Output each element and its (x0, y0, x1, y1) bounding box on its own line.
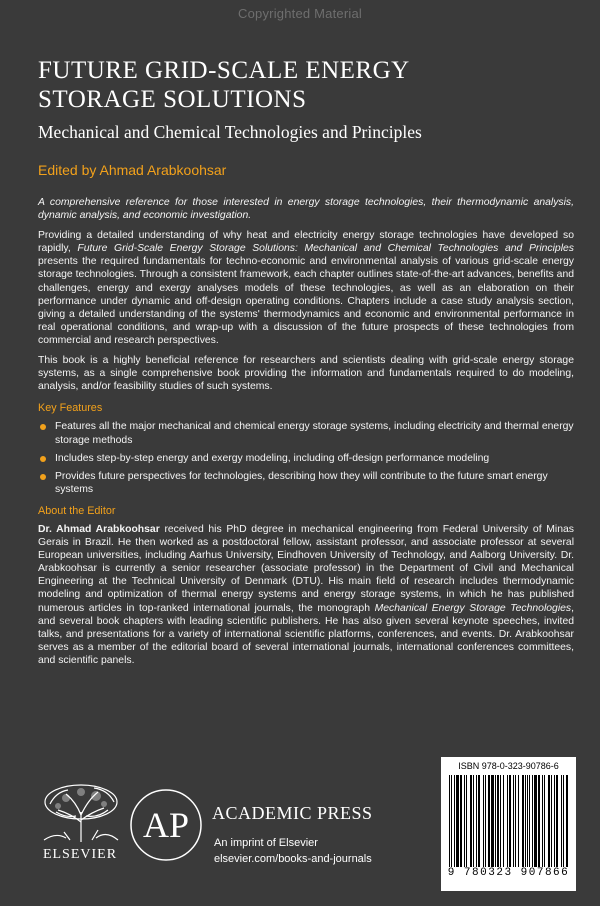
feature-item: Provides future perspectives for technologies, describing how they will contribute to the future smart energy systems (38, 470, 574, 496)
lead-paragraph: A comprehensive reference for those interested in energy storage technologies, their thermodynamic analysis, dynamic analysis, and economic investigation. (38, 197, 574, 222)
barcode (449, 775, 568, 867)
barcode-bar (566, 775, 568, 867)
bio-text-a: received his PhD degree in mechanical engineering from Federal University of Minas Gerais in Brazil. He then worked as a postdoctoral fellow, assistant professor, and associate professor at several European universities, including Aarhus University, Eindhoven University of Technology, and Aalborg University. Dr. Arabkoohsar is currently a senior researcher (associate professor) in the Department of Civil and Mechanical Engineering at the Technical University of Denmark (DTU). His main field of research includes thermodynamic modeling and optimization of thermal energy systems and energy storage systems, in which he has published numerous articles in top-ranked international journals, the monograph (38, 523, 574, 614)
isbn-label: ISBN 978-0-323-90786-6 (458, 761, 559, 771)
barcode-bar (525, 775, 526, 867)
barcode-bar (556, 775, 558, 867)
title-line-1: FUTURE GRID-SCALE ENERGY (38, 57, 410, 84)
barcode-bar (449, 775, 450, 867)
barcode-bar (544, 775, 545, 867)
description-paragraph-2: This book is a highly beneficial reference for researchers and scientists dealing with grid-scale energy storage systems, as a single comprehensive book providing the information and fundamentals required to do modeling, analysis, and/or feasibility studies of such systems. (38, 355, 574, 393)
book-subtitle: Mechanical and Chemical Technologies and Principles (38, 122, 422, 142)
editor-credit: Edited by Ahmad Arabkoohsar (38, 162, 227, 178)
barcode-bar (454, 775, 455, 867)
barcode-bar (515, 775, 516, 867)
publisher-name: ACADEMIC PRESS (212, 803, 373, 823)
barcode-bar (522, 775, 524, 867)
barcode-bar (561, 775, 562, 867)
barcode-bar (473, 775, 474, 867)
barcode-bar (497, 775, 499, 867)
publisher-url: elsevier.com/books-and-journals (214, 853, 372, 865)
elsevier-wordmark: ELSEVIER (42, 847, 118, 862)
feature-item: Includes step-by-step energy and exergy modeling, including off-design performance modeling (38, 452, 574, 465)
book-title (38, 56, 578, 114)
back-cover-text (38, 196, 574, 674)
title-line-2: STORAGE SOLUTIONS (38, 86, 307, 113)
barcode-bar (542, 775, 543, 867)
barcode-bar (478, 775, 480, 867)
barcode-bar (534, 775, 537, 867)
barcode-bar (466, 775, 467, 867)
key-features-heading: Key Features (38, 402, 103, 415)
barcode-bar (464, 775, 465, 867)
imprint-line: An imprint of Elsevier (214, 837, 318, 849)
key-features-list (38, 420, 574, 495)
p1-text-b: presents the required fundamentals for techno-economic and environmental analysis of various grid-scale energy storage technologies. Through a consistent framework, each chapter outlines state-of-the-art advances, benefits and challenges, energy and exergy analyses models of these technologies, as well as an elaboration on their performance under dynamic and off-design operating conditions. Chapters include a case study analysis section, giving a detailed understanding of the systems' thermodynamics and economic and environmental performance in real operational conditions, and wrap-up with a discussion of the future prospects of these technologies from commercial and research perspectives. (38, 256, 574, 346)
barcode-bar (513, 775, 514, 867)
barcode-bar (483, 775, 484, 867)
p1-text-a: Providing a detailed understanding of why heat and electricity energy storage technologies have developed so rapidly, (38, 230, 574, 255)
barcode-bar (551, 775, 552, 867)
barcode-bar (563, 775, 564, 867)
about-editor-heading: About the Editor (38, 504, 116, 517)
barcode-bar (527, 775, 528, 867)
barcode-bar (538, 775, 540, 867)
barcode-bar (485, 775, 486, 867)
barcode-bar (518, 775, 519, 867)
isbn-digits: 9 780323 907866 (447, 867, 570, 879)
p1-book-title: Future Grid-Scale Energy Storage Solutions: Mechanical and Chemical Technologies and Principles (77, 243, 574, 255)
copyright-watermark: Copyrighted Material (238, 6, 362, 21)
barcode-bar (470, 775, 472, 867)
barcode-bar (456, 775, 459, 867)
barcode-bar (507, 775, 508, 867)
barcode-bar (460, 775, 462, 867)
isbn-barcode-box (441, 757, 576, 891)
barcode-bar (500, 775, 501, 867)
barcode-bar (488, 775, 490, 867)
bio-text-b: , and several book chapters with leading scientific publishers. He has also given several keynote speeches, invited talks, and presentations for a variety of international scientific platforms, conferences, and events. Dr. Arabkoohsar serves as a member of the editorial board of several international journals, international conferences committees, and scientific panels. (38, 602, 574, 666)
academic-press-ap-logo (128, 787, 204, 863)
editor-bio (38, 523, 574, 667)
barcode-bar (509, 775, 511, 867)
barcode-bar (554, 775, 555, 867)
barcode-bar (451, 775, 452, 867)
monograph-title: Mechanical Energy Storage Technologies (374, 602, 572, 614)
barcode-bar (476, 775, 477, 867)
editor-name: Dr. Ahmad Arabkoohsar (38, 523, 160, 535)
barcode-bar (491, 775, 494, 867)
elsevier-tree-logo (36, 782, 126, 844)
description-paragraph-1 (38, 229, 574, 347)
ap-mark: AP (142, 805, 190, 845)
barcode-bar (548, 775, 550, 867)
barcode-bar (532, 775, 533, 867)
barcode-bar (495, 775, 496, 867)
feature-item: Features all the major mechanical and chemical energy storage systems, including electricity and thermal energy storage methods (38, 420, 574, 446)
barcode-bar (503, 775, 504, 867)
barcode-bar (529, 775, 530, 867)
